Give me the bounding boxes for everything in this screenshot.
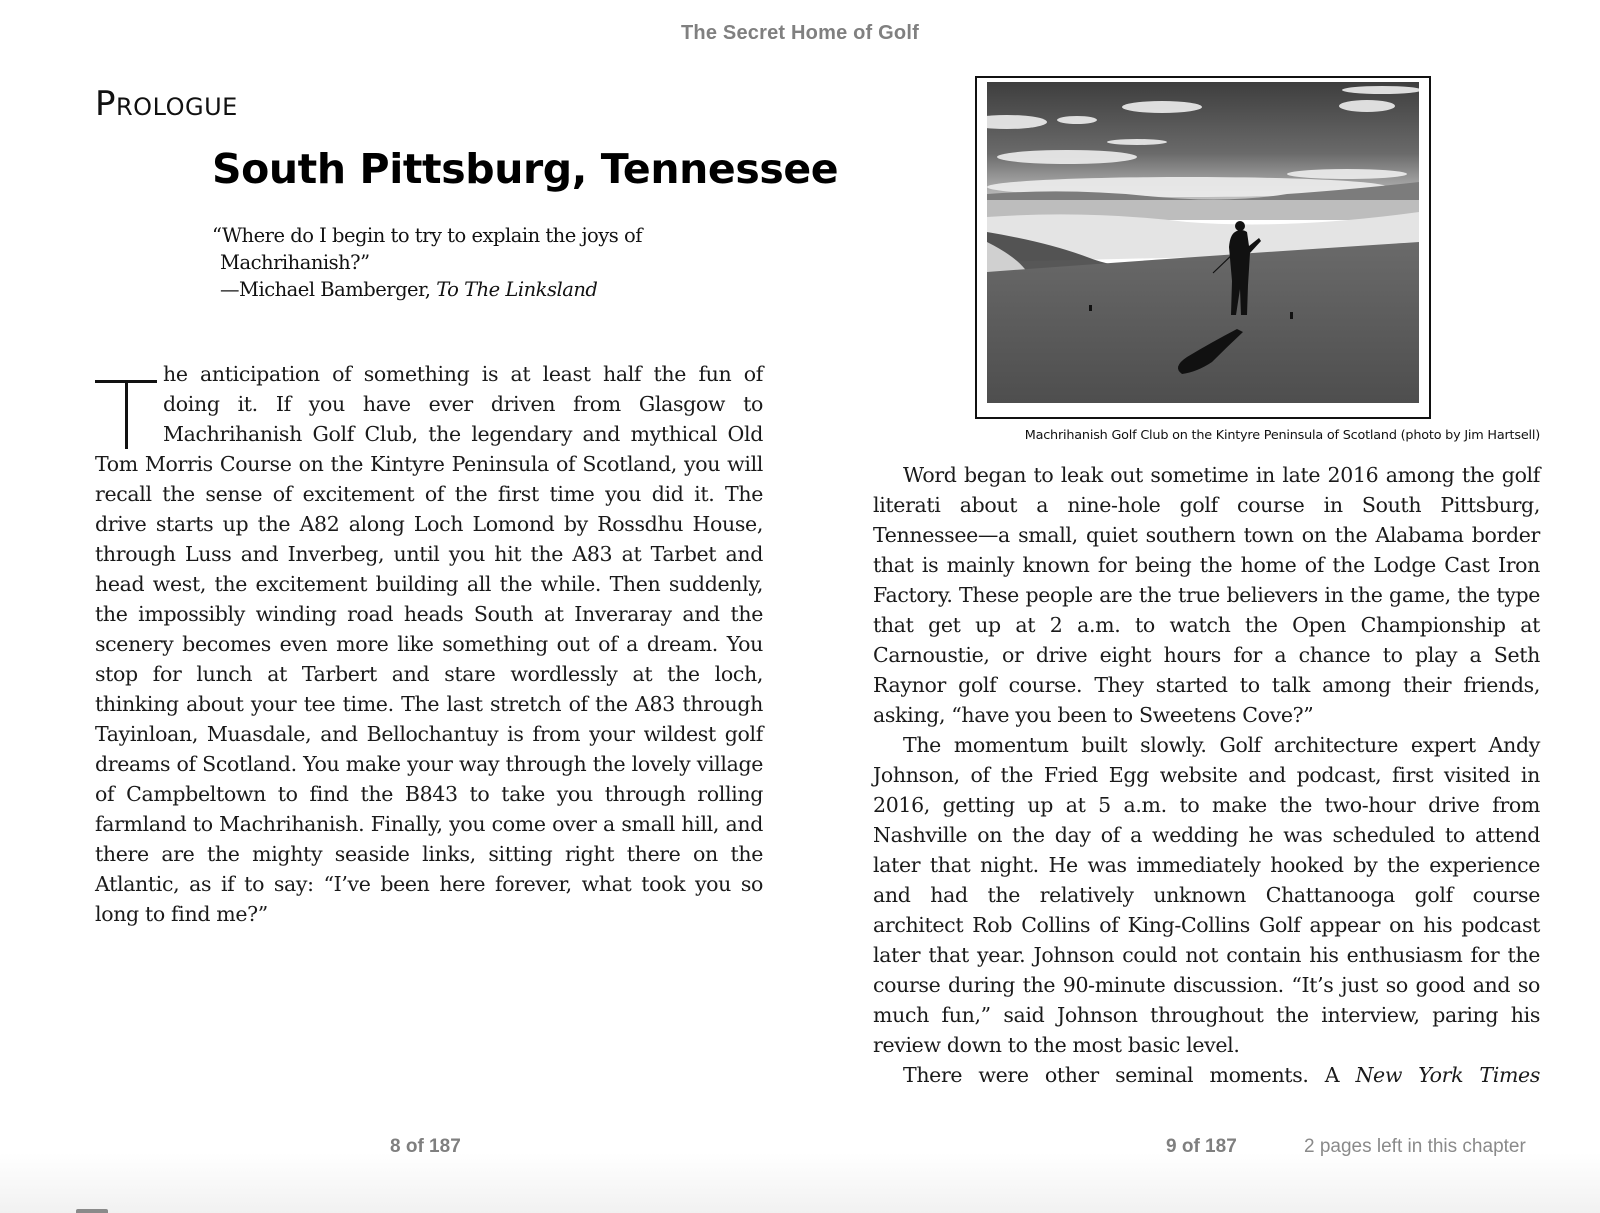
dropcap-t [95,359,163,449]
figure-frame [975,76,1431,419]
pages-left-in-chapter: 2 pages left in this chapter [1304,1136,1526,1157]
golf-photo [987,82,1419,403]
paragraph-continued [873,1060,1540,1090]
chapter-label: Prologue [95,84,238,124]
italic-publication-title: New York Times [1355,1063,1540,1087]
dropcap-bar-vertical [125,381,128,449]
golfer-photo-image [987,82,1419,403]
footer-bar [0,1153,1600,1213]
chapter-title: South Pittsburg, Tennessee [212,145,839,193]
left-page-number: 8 of 187 [390,1136,461,1157]
right-body-text [873,460,1540,1090]
prologue-paragraph: he anticipation of something is at least half the fun of doing it. If you have ever driven from Glasgow to Machrihanish Golf Club, the legendary and mythical Old Tom Morris Course on the Kintyre Peninsula of Scotland, you will recall the sense of excitement of the first time you did it. The drive starts up the A82 along Loch Lomond by Rossdhu House, through Luss and Inverbeg, until you hit the A83 at Tarbet and head west, the excitement building all the while. Then suddenly, the impossibly winding road heads South at Inveraray and the scenery becomes even more like something out of a dream. You stop for lunch at Tarbert and stare wordlessly at the loch, thinking about your tee time. The last stretch of the A83 through Tayinloan, Muasdale, and Bellochantuy is from your wildest golf dreams of Scotland. You make your way through the lovely village of Campbeltown to find the B843 to take you through rolling farmland to Machrihanish. Finally, you come over a small hill, and there are the mighty seaside links, sitting right there on the Atlantic, as if to say: “I’ve been here forever, what took you so long to find me?” [95,362,763,926]
left-body-text [95,359,763,929]
figure-caption: Machrihanish Golf Club on the Kintyre Peninsula of Scotland (photo by Jim Hartsell) [1024,428,1540,443]
epigraph-quote-line-2: Machrihanish?” [220,251,370,274]
epigraph-work-title: To The Linksland [436,278,598,301]
epigraph-quote-line-1: “Where do I begin to try to explain the joys of [212,224,642,247]
right-page-number: 9 of 187 [1166,1136,1237,1157]
paragraph-text: There were other seminal moments. A [903,1063,1356,1087]
page-scrubber-handle[interactable] [76,1209,108,1213]
epigraph [212,222,732,303]
paragraph: The momentum built slowly. Golf architecture expert Andy Johnson, of the Fried Egg website and podcast, first visited in 2016, getting up at 5 a.m. to make the two-hour drive from Nashville on the day of a wedding he was scheduled to attend later that night. He was immediately hooked by the experience and had the relatively unknown Chattanooga golf course architect Rob Collins of King-Collins Golf appear on his podcast later that year. Johnson could not contain his enthusiasm for the course during the 90-minute discussion. “It’s just so good and so much fun,” said Johnson throughout the interview, paring his review down to the most basic level. [873,733,1540,1057]
paragraph: Word began to leak out sometime in late 2016 among the golf literati about a nine-hole golf course in South Pittsburg, Tennessee—a small, quiet southern town on the Alabama border that is mainly known for being the home of the Lodge Cast Iron Factory. These people are the true believers in the game, the type that get up at 2 a.m. to watch the Open Championship at Carnoustie, or drive eight hours for a chance to play a Seth Raynor golf course. They started to talk among their friends, asking, “have you been to Sweetens Cove?” [873,463,1540,727]
epigraph-attribution [212,276,732,303]
epigraph-author: —Michael Bamberger, [220,278,437,301]
book-title: The Secret Home of Golf [681,22,919,44]
